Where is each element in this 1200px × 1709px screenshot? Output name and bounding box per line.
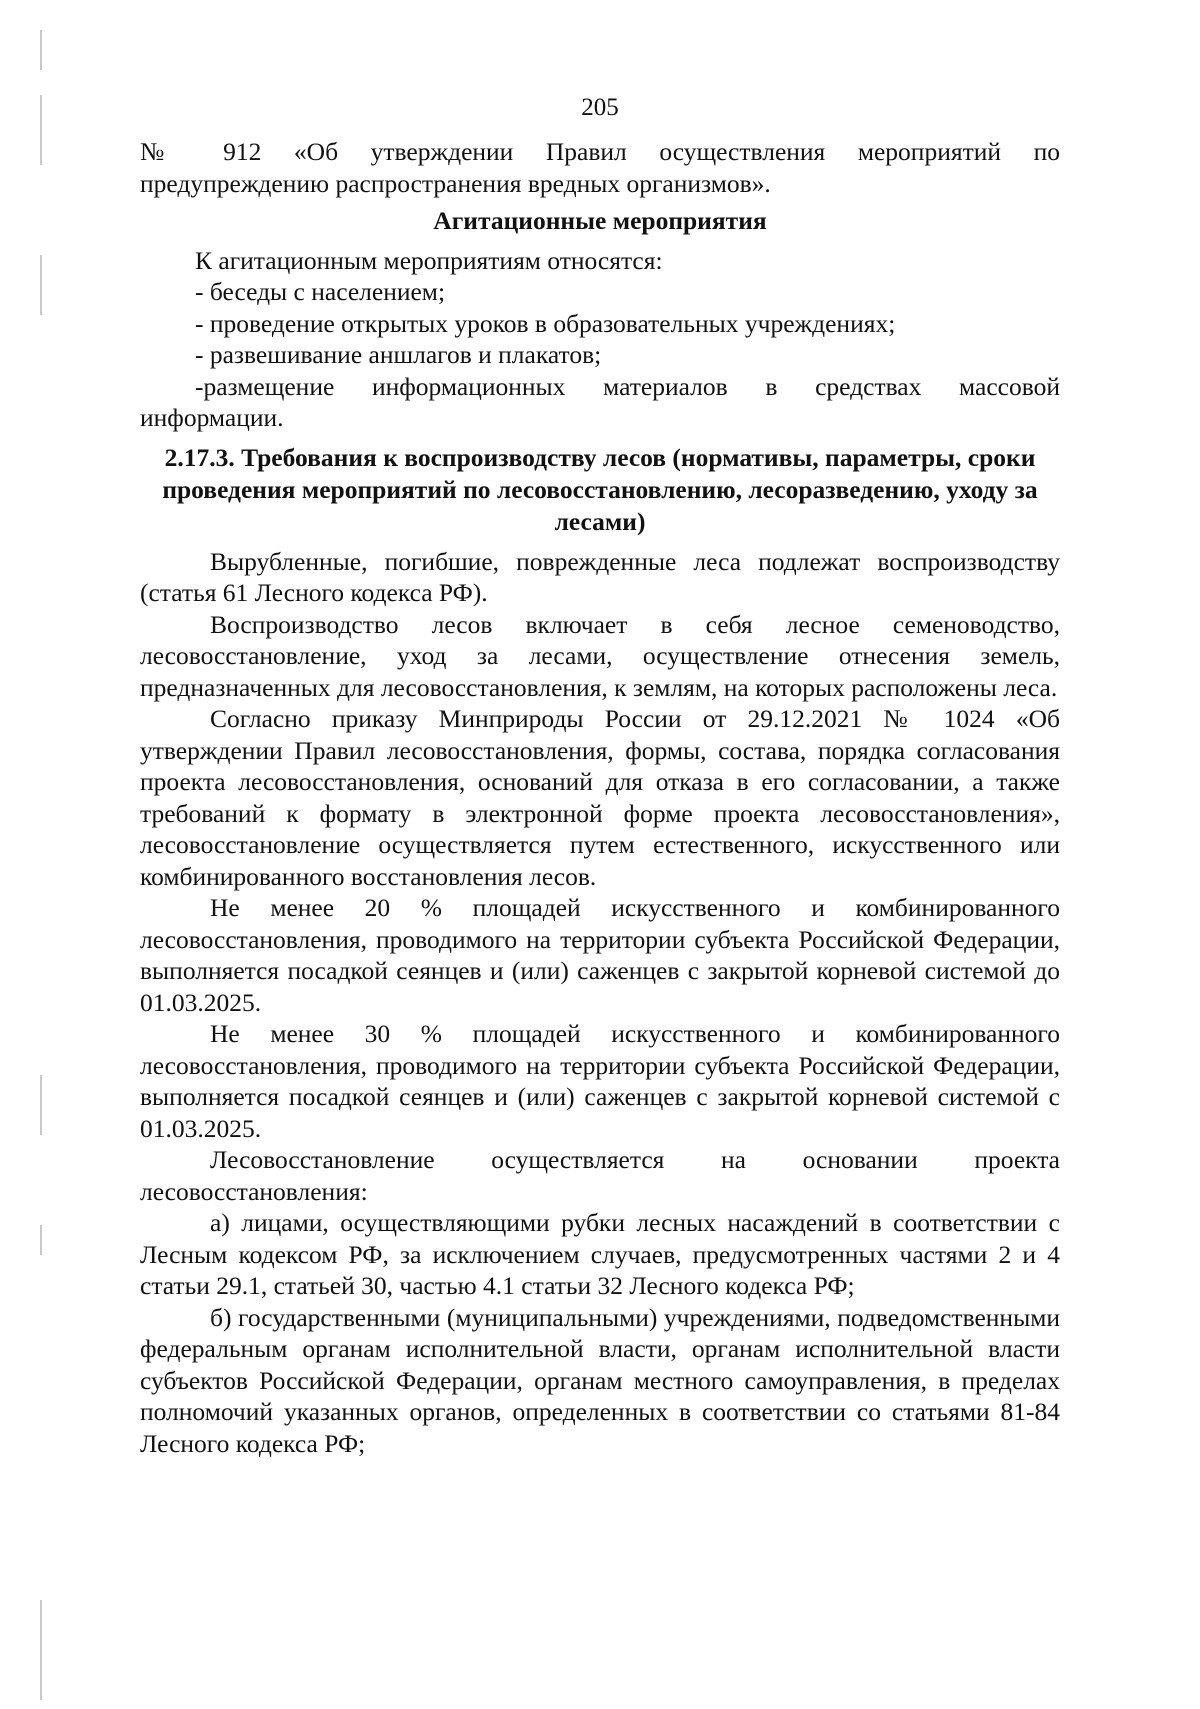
scan-artifact (40, 255, 42, 315)
agitation-heading: Агитационные мероприятия (433, 206, 767, 235)
intro-line-1: № 912 «Об утверждении Правил осуществления мероприятий по (140, 137, 1060, 166)
media-line-1: -размещение информационных материалов в средствах массовой (195, 371, 1060, 401)
list-item: - проведение открытых уроков в образовательных учреждениях; (195, 308, 896, 338)
scan-artifact (40, 1075, 42, 1135)
paragraph: б) государственными (муниципальными) учреждениями, подведомственными федеральным органам исполнительной власти, органам исполнительной власти субъектов Российской Федерации, органам местного самоуправления, в пределах полномочий указанных органов, определенных в соответствии со статьями 81-84 Лесного кодекса РФ; (140, 1302, 1060, 1458)
list-item: - беседы с населением; (195, 277, 446, 306)
paragraph: Лесовосстановление осуществляется на основании проекта лесовосстановления: (140, 1145, 1060, 1206)
intro-line-2: предупреждению распространения вредных организмов». (140, 168, 771, 198)
scan-artifact (40, 1225, 42, 1255)
scan-artifact (40, 1600, 42, 1700)
document-body (140, 136, 1060, 1459)
media-line-2: информации. (140, 403, 284, 432)
paragraph: Не менее 30 % площадей искусственного и комбинированного лесовосстановления, проводимого на территории субъекта Российской Федерации, выполняется посадкой сеянцев и (или) саженцев с закрытой корневой системой с 01.03.2025. (140, 1019, 1060, 1143)
paragraph: Вырубленные, погибшие, поврежденные леса подлежат воспроизводству (статья 61 Лесного кодекса РФ). (140, 546, 1060, 607)
list-item: - развешивание аншлагов и плакатов; (195, 340, 602, 369)
section-heading: 2.17.3. Требования к воспроизводству лесов (нормативы, параметры, сроки проведения мероприятий по лесовосстановлению, лесоразведению, уходу за лесами) (162, 442, 1038, 536)
agitation-lead: К агитационным мероприятиям относятся: (195, 245, 663, 275)
paragraph: Не менее 20 % площадей искусственного и комбинированного лесовосстановления, проводимого на территории субъекта Российской Федерации, выполняется посадкой сеянцев и (или) саженцев с закрытой корневой системой до 01.03.2025. (140, 893, 1060, 1017)
scan-artifact (40, 30, 42, 70)
paragraph: а) лицами, осуществляющими рубки лесных насаждений в соответствии с Лесным кодексом РФ, за исключением случаев, предусмотренных частями 2 и 4 статьи 29.1, статьей 30, частью 4.1 статьи 32 Лесного кодекса РФ; (140, 1208, 1060, 1300)
page-number: 205 (581, 94, 619, 121)
paragraph: Согласно приказу Минприроды России от 29.12.2021 № 1024 «Об утверждении Правил лесовосстановления, формы, состава, порядка согласования проекта лесовосстановления, оснований для отказа в его согласовании, а также требований к формату в электронной форме проекта лесовосстановления», лесовосстановление осуществляется путем естественного, искусственного или комбинированного восстановления лесов. (140, 704, 1060, 891)
paragraph: Воспроизводство лесов включает в себя лесное семеноводство, лесовосстановление, уход за лесами, осуществление отнесения земель, предназначенных для лесовосстановления, к землям, на которых расположены леса. (140, 609, 1060, 702)
